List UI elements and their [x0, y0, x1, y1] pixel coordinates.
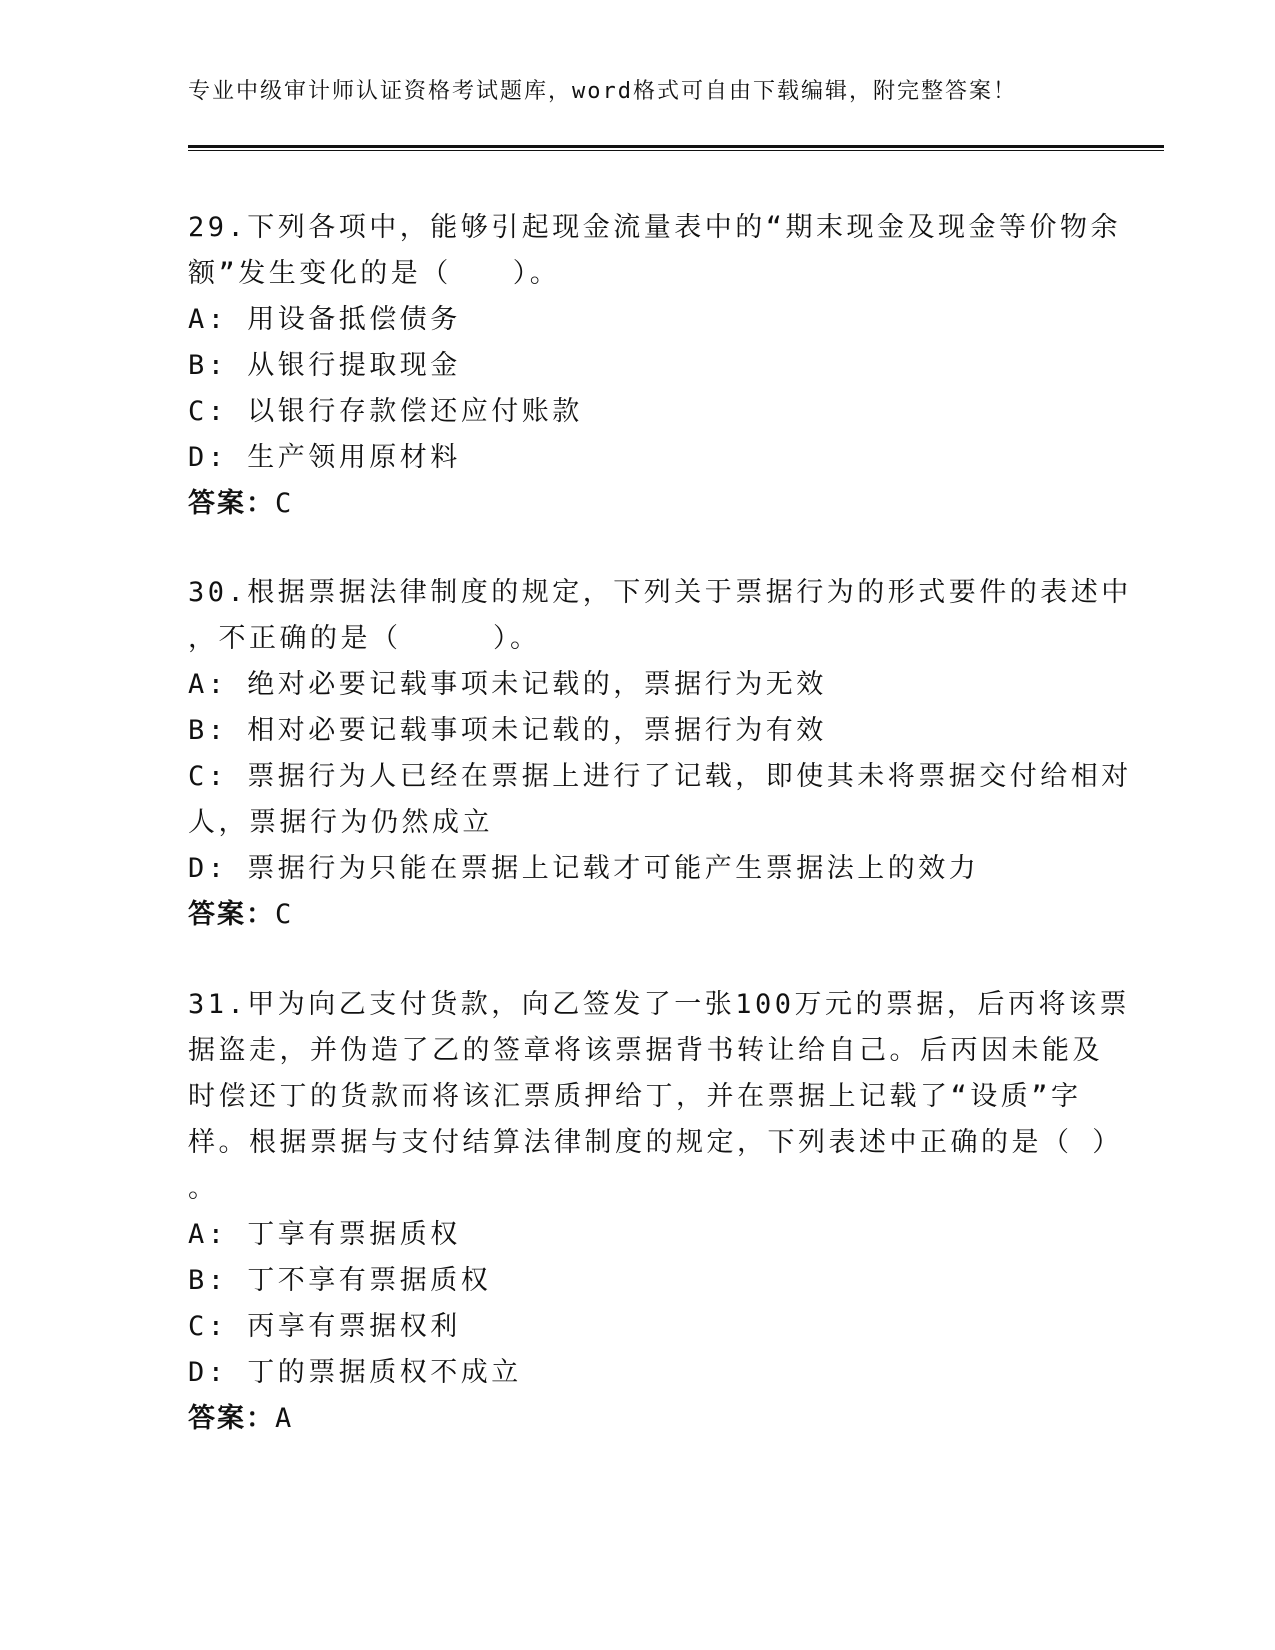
question-stem-line: 29.下列各项中，能够引起现金流量表中的“期末现金及现金等价物余 — [188, 212, 1122, 243]
option-a: A: 绝对必要记载事项未记载的，票据行为无效 — [188, 669, 827, 700]
option-b: B: 相对必要记载事项未记载的，票据行为有效 — [188, 715, 827, 746]
question-stem-line: 。 — [188, 1173, 219, 1204]
answer-label: 答案： — [188, 1403, 275, 1434]
question-31 — [188, 982, 1131, 1442]
question-29 — [188, 205, 1122, 527]
answer — [188, 481, 1088, 527]
option-d: D: 生产领用原材料 — [188, 442, 461, 473]
answer-value: A — [275, 1403, 294, 1434]
option-a: A: 用设备抵偿债务 — [188, 304, 461, 335]
option-c: C: 票据行为人已经在票据上进行了记载，即使其未将票据交付给相对 — [188, 761, 1132, 792]
answer — [188, 892, 1088, 938]
question-stem-line: 样。根据票据与支付结算法律制度的规定，下列表述中正确的是（ ） — [188, 1127, 1123, 1158]
answer-value: C — [275, 899, 294, 930]
answer-label: 答案： — [188, 488, 275, 519]
option-d: D: 票据行为只能在票据上记载才可能产生票据法上的效力 — [188, 853, 980, 884]
answer — [188, 1396, 1088, 1442]
option-c: C: 丙享有票据权利 — [188, 1311, 461, 1342]
answer-label: 答案： — [188, 899, 275, 930]
question-stem-line: 额”发生变化的是（ ）。 — [188, 258, 561, 289]
option-c-continued: 人，票据行为仍然成立 — [188, 807, 493, 838]
question-stem-line: 31.甲为向乙支付货款，向乙签发了一张100万元的票据，后丙将该票 — [188, 989, 1131, 1020]
option-b: B: 从银行提取现金 — [188, 350, 461, 381]
question-stem-line: 30.根据票据法律制度的规定，下列关于票据行为的形式要件的表述中 — [188, 577, 1132, 608]
question-stem-line: ，不正确的是（ ）。 — [188, 623, 541, 654]
question-stem-line: 时偿还丁的货款而将该汇票质押给丁，并在票据上记载了“设质”字 — [188, 1081, 1082, 1112]
option-b: B: 丁不享有票据质权 — [188, 1265, 492, 1296]
answer-value: C — [275, 488, 294, 519]
question-30 — [188, 570, 1132, 938]
option-a: A: 丁享有票据质权 — [188, 1219, 461, 1250]
header-rule-thick — [188, 145, 1164, 148]
page-header: 专业中级审计师认证资格考试题库，word格式可自由下载编辑，附完整答案！ — [188, 79, 1017, 104]
header-rule-thin — [188, 150, 1164, 151]
question-stem-line: 据盗走，并伪造了乙的签章将该票据背书转让给自己。后丙因未能及 — [188, 1035, 1103, 1066]
option-c: C: 以银行存款偿还应付账款 — [188, 396, 583, 427]
option-d: D: 丁的票据质权不成立 — [188, 1357, 522, 1388]
